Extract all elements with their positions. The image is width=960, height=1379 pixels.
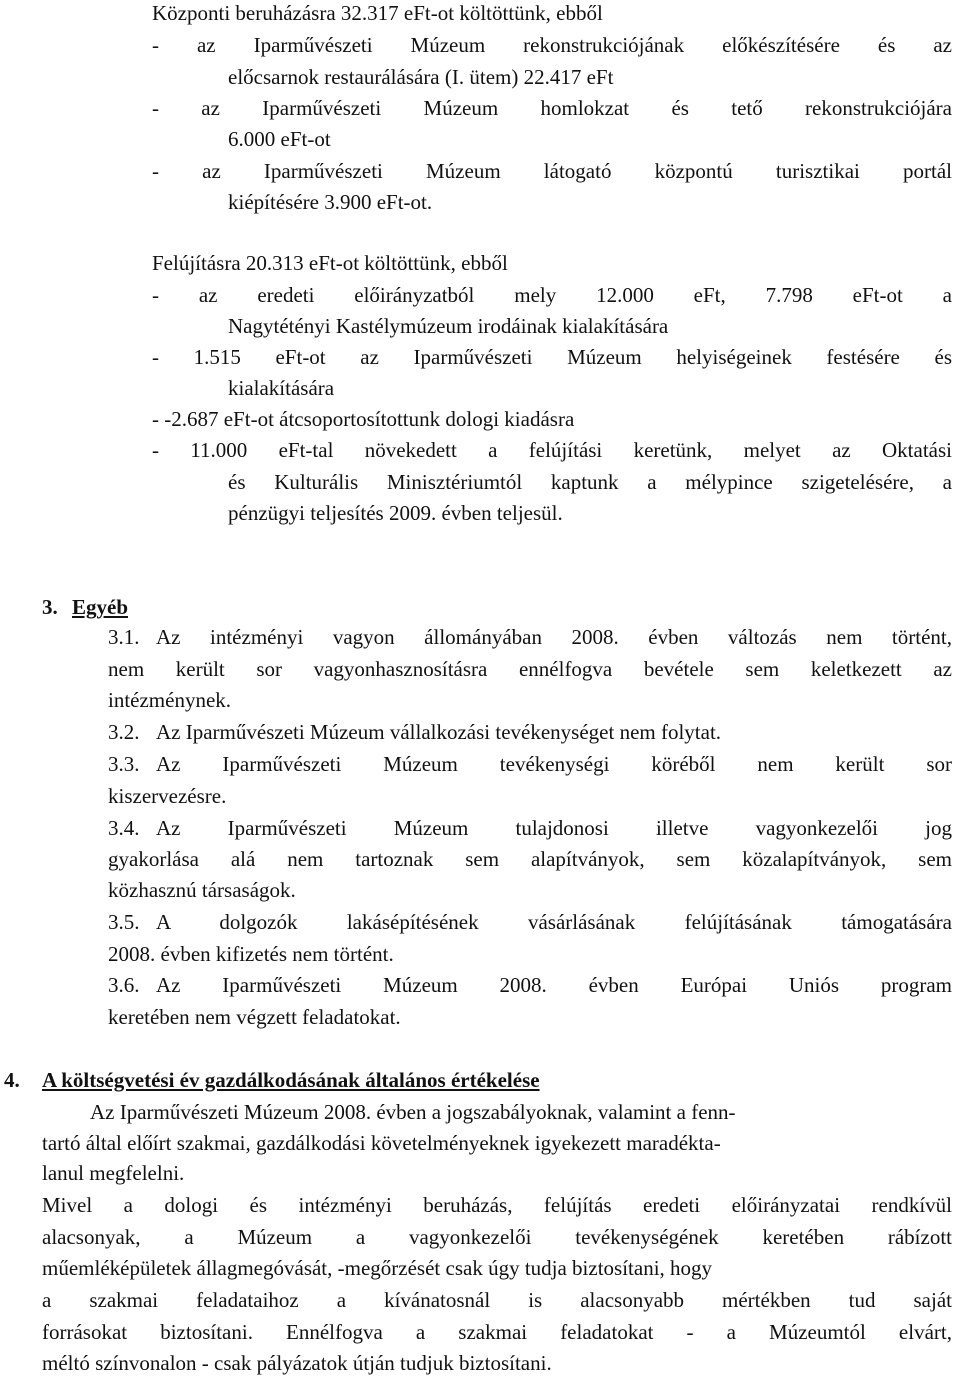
section4-p1-line3: lanul megfelelni. [42, 1161, 185, 1185]
item-3-1-number: 3.1. [108, 625, 140, 649]
section4-p2-line3: műemléképületek állagmegóvását, -megőrzését csak úgy tudja biztosítani, hogy [42, 1256, 713, 1280]
section4-p2-line4: a szakmai feladataihoz a kívánatosnál is alacsonyabb mértékben tud saját [42, 1288, 952, 1312]
central-investment-heading: Központi beruházásra 32.317 eFt-ot költöttünk, ebből [152, 1, 603, 25]
section4-p2-line1: Mivel a dologi és intézményi beruházás, felújítás eredeti előirányzatai rendkívül [42, 1193, 952, 1217]
central-item3-line1: - az Iparművészeti Múzeum látogató központú turisztikai portál [152, 159, 952, 183]
renovation-item4-line3: pénzügyi teljesítés 2009. évben teljesül. [228, 501, 563, 525]
section4-number: 4. [4, 1068, 20, 1092]
renovation-item2-line2: kialakítására [228, 376, 335, 400]
section4-p1-line2: tartó által előírt szakmai, gazdálkodási követelményeknek igyekezett maradékta- [42, 1131, 721, 1155]
section4-p2-line2: alacsonyak, a Múzeum a vagyonkezelői tevékenységének keretében rábízott [42, 1225, 952, 1249]
item-3-2-line1: Az Iparművészeti Múzeum vállalkozási tevékenységet nem folytat. [156, 720, 722, 744]
renovation-item3-line1: - -2.687 eFt-ot átcsoportosítottunk dologi kiadásra [152, 407, 575, 431]
section3-title: Egyéb [72, 595, 129, 619]
renovation-item2-line1: - 1.515 eFt-ot az Iparművészeti Múzeum helyiségeinek festésére és [152, 345, 952, 369]
renovation-item4-line2: és Kulturális Minisztériumtól kaptunk a mélypince szigetelésére, a [228, 470, 952, 494]
renovation-item1-line2: Nagytétényi Kastélymúzeum irodáinak kialakítására [228, 314, 669, 338]
item-3-5-number: 3.5. [108, 910, 140, 934]
item-3-6-number: 3.6. [108, 973, 140, 997]
renovation-heading: Felújításra 20.313 eFt-ot költöttünk, ebből [152, 251, 508, 275]
item-3-5-line2: 2008. évben kifizetés nem történt. [108, 942, 394, 966]
item-3-1-line1: Az intézményi vagyon állományában 2008. évben változás nem történt, [156, 625, 952, 649]
item-3-6-line1: Az Iparművészeti Múzeum 2008. évben Európai Uniós program [156, 973, 952, 997]
renovation-item1-line1: - az eredeti előirányzatból mely 12.000 eFt, 7.798 eFt-ot a [152, 283, 952, 307]
item-3-4-number: 3.4. [108, 816, 140, 840]
central-item2-line2: 6.000 eFt-ot [228, 127, 331, 151]
section4-p2-line5: forrásokat biztosítani. Ennélfogva a szakmai feladatokat - a Múzeumtól elvárt, [42, 1320, 952, 1344]
central-item3-line2: kiépítésére 3.900 eFt-ot. [228, 190, 433, 214]
central-item1-line2: előcsarnok restaurálására (I. ütem) 22.417 eFt [228, 65, 614, 89]
item-3-2-number: 3.2. [108, 720, 140, 744]
central-item2-line1: - az Iparművészeti Múzeum homlokzat és tető rekonstrukciójára [152, 96, 952, 120]
item-3-4-line3: közhasznú társaságok. [108, 878, 296, 902]
item-3-3-line2: kiszervezésre. [108, 784, 227, 808]
item-3-6-line2: keretében nem végzett feladatokat. [108, 1005, 401, 1029]
section4-p1-line1: Az Iparművészeti Múzeum 2008. évben a jogszabályoknak, valamint a fenn- [90, 1100, 736, 1124]
item-3-4-line2: gyakorlása alá nem tartoznak sem alapítványok, sem közalapítványok, sem [108, 847, 952, 871]
section4-p2-line6: méltó színvonalon - csak pályázatok útján tudjuk biztosítani. [42, 1351, 552, 1375]
section3-number: 3. [42, 595, 58, 619]
item-3-4-line1: Az Iparművészeti Múzeum tulajdonosi illetve vagyonkezelői jog [156, 816, 952, 840]
item-3-1-line3: intézménynek. [108, 688, 232, 712]
item-3-1-line2: nem került sor vagyonhasznosításra ennélfogva bevétele sem keletkezett az [108, 657, 952, 681]
renovation-item4-line1: - 11.000 eFt-tal növekedett a felújítási keretünk, melyet az Oktatási [152, 438, 952, 462]
item-3-3-number: 3.3. [108, 752, 140, 776]
central-item1-line1: - az Iparművészeti Múzeum rekonstrukciójának előkészítésére és az [152, 33, 952, 57]
item-3-3-line1: Az Iparművészeti Múzeum tevékenységi köréből nem került sor [156, 752, 952, 776]
item-3-5-line1: A dolgozók lakásépítésének vásárlásának felújításának támogatására [156, 910, 952, 934]
section4-title: A költségvetési év gazdálkodásának általános értékelése [42, 1068, 540, 1092]
